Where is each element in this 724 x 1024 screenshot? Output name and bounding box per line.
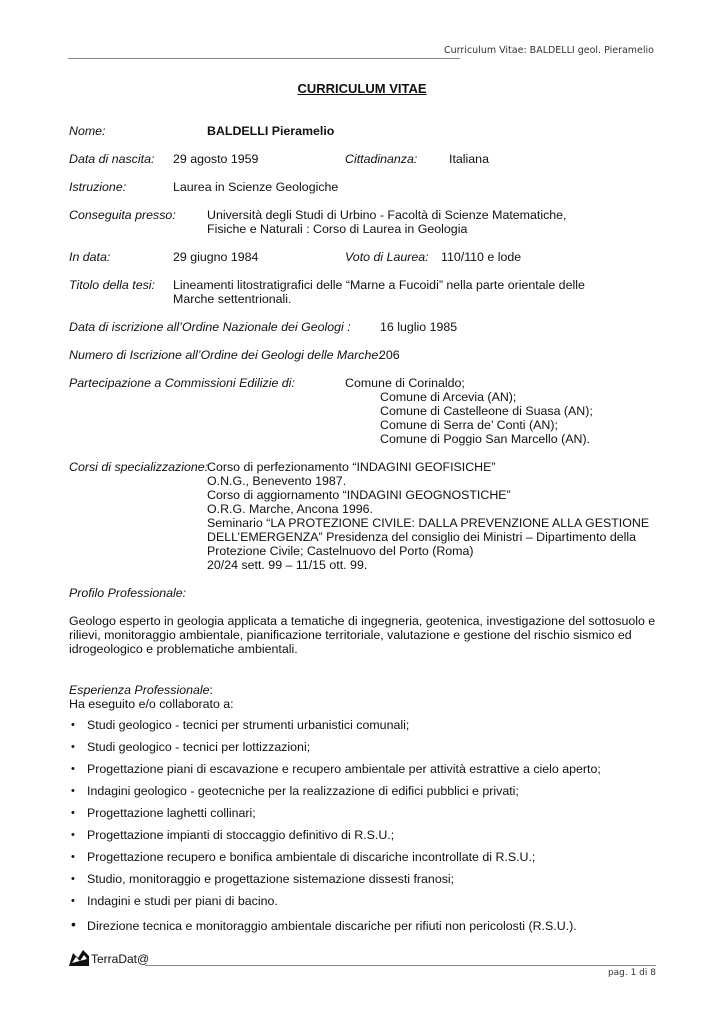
bullet-icon: • [71, 895, 75, 907]
in-data-label: In data: [69, 250, 111, 264]
bullet-icon: • [71, 916, 76, 932]
nascita-value: 29 agosto 1959 [173, 152, 259, 166]
esperienza-heading [69, 683, 213, 697]
corso-line: Corso di aggiornamento “INDAGINI GEOGNOSTICHE” [207, 488, 511, 502]
iscrizione-label: Data di iscrizione all’Ordine Nazionale dei Geologi : [69, 320, 351, 334]
bullet-icon: • [71, 763, 75, 775]
profilo-paragraph [69, 614, 659, 656]
iscrizione-value: 16 luglio 1985 [380, 320, 458, 334]
list-item [69, 762, 669, 784]
commissione-item: Comune di Serra de’ Conti (AN); [380, 418, 558, 432]
terradat-logo-icon [69, 950, 89, 966]
nascita-label: Data di nascita: [69, 152, 155, 166]
page-number: pag. 1 di 8 [607, 968, 656, 978]
bullet-icon: • [71, 785, 75, 797]
corso-line: Corso di perfezionamento “INDAGINI GEOFISICHE” [207, 460, 496, 474]
nome-label: Nome: [69, 124, 106, 138]
corso-line: Protezione Civile; Castelnuovo del Porto (Roma) [207, 544, 474, 558]
corsi-label: Corsi di specializzazione: [69, 460, 209, 474]
corso-line: O.R.G. Marche, Ancona 1996. [207, 502, 373, 516]
page-header-text: Curriculum Vitae: BALDELLI geol. Pieramelio [444, 45, 654, 56]
bullet-icon: • [71, 873, 75, 885]
esperienza-intro: Ha eseguito e/o collaborato a: [69, 697, 234, 711]
list-item [69, 806, 669, 828]
bullet-icon: • [71, 807, 75, 819]
corso-line: O.N.G., Benevento 1987. [207, 474, 347, 488]
list-item [69, 828, 669, 850]
list-item-text: Direzione tecnica e monitoraggio ambientale discariche per rifiuti non pericolosti (R.S.U.). [87, 919, 577, 933]
list-item [69, 850, 669, 872]
list-item-text: Indagini e studi per piani di bacino. [87, 894, 278, 908]
istruzione-value: Laurea in Scienze Geologiche [173, 180, 339, 194]
bullet-icon: • [71, 741, 75, 753]
list-item [69, 784, 669, 806]
in-data-value: 29 giugno 1984 [173, 250, 259, 264]
header-rule [68, 58, 460, 59]
corso-line: DELL’EMERGENZA” Presidenza del consiglio dei Ministri – Dipartimento della [207, 530, 637, 544]
esperienza-colon: : [209, 683, 213, 697]
istruzione-label: Istruzione: [69, 180, 127, 194]
corso-line: Seminario “LA PROTEZIONE CIVILE: DALLA PREVENZIONE ALLA GESTIONE [207, 516, 650, 530]
list-item [69, 740, 669, 762]
tesi-line: Marche settentrionali. [173, 292, 292, 306]
bullet-icon: • [71, 851, 75, 863]
profilo-label: Profilo Professionale: [69, 586, 187, 600]
profilo-line: rilievi, monitoraggio ambientale, pianificazione territoriale, valutazione e gestione del rischio sismico ed [69, 628, 632, 642]
document-title: CURRICULUM VITAE [297, 81, 427, 96]
esperienza-label: Esperienza Professionale [69, 683, 210, 697]
list-item [69, 894, 669, 916]
list-item-text: Indagini geologico - geotecniche per la realizzazione di edifici pubblici e privati; [87, 784, 519, 798]
list-item-text: Progettazione laghetti collinari; [87, 806, 256, 820]
tesi-label: Titolo della tesi: [69, 278, 155, 292]
numero-label: Numero di Iscrizione all’Ordine dei Geologi delle Marche: [69, 348, 382, 362]
list-item-text: Studi geologico - tecnici per strumenti urbanistici comunali; [87, 718, 410, 732]
commissione-item: Comune di Castelleone di Suasa (AN); [380, 404, 593, 418]
list-item-text: Progettazione recupero e bonifica ambientale di discariche incontrollate di R.S.U.; [87, 850, 536, 864]
footer-rule [145, 965, 656, 966]
footer-logo-text: TerraDat@ [91, 952, 150, 966]
commissione-item: Comune di Corinaldo; [345, 376, 465, 390]
numero-value: 206 [379, 348, 400, 362]
voto-value: 110/110 e lode [441, 250, 522, 264]
list-item-text: Studi geologico - tecnici per lottizzazioni; [87, 740, 311, 754]
cittadinanza-value: Italiana [449, 152, 489, 166]
commissione-item: Comune di Arcevia (AN); [380, 390, 517, 404]
list-item [69, 718, 669, 740]
list-item [69, 916, 669, 941]
cittadinanza-label: Cittadinanza: [345, 152, 418, 166]
list-item-text: Studio, monitoraggio e progettazione sistemazione dissesti franosi; [87, 872, 455, 886]
profilo-line: Geologo esperto in geologia applicata a tematiche di ingegneria, geotenica, investigazione del sottosuolo e [69, 614, 656, 628]
corso-line: 20/24 sett. 99 – 11/15 ott. 99. [207, 558, 368, 572]
bullet-icon: • [71, 829, 75, 841]
conseguita-label: Conseguita presso: [69, 208, 176, 222]
conseguita-line: Università degli Studi di Urbino - Facoltà di Scienze Matematiche, [207, 208, 567, 222]
tesi-line: Lineamenti litostratigrafici delle “Marne a Fucoidi” nella parte orientale delle [173, 278, 585, 292]
list-item-text: Progettazione impianti di stoccaggio definitivo di R.S.U.; [87, 828, 395, 842]
profilo-line: idrogeologico e problematiche ambientali. [69, 642, 298, 656]
commissioni-label: Partecipazione a Commissioni Edilizie di: [69, 376, 295, 390]
commissione-item: Comune di Poggio San Marcello (AN). [380, 432, 591, 446]
esperienza-list [69, 718, 669, 941]
voto-label: Voto di Laurea: [345, 250, 429, 264]
list-item-text: Progettazione piani di escavazione e recupero ambientale per attività estrattive a cielo aperto; [87, 762, 601, 776]
nome-value: BALDELLI Pieramelio [207, 124, 335, 138]
bullet-icon: • [71, 719, 75, 731]
conseguita-line: Fisiche e Naturali : Corso di Laurea in Geologia [207, 222, 468, 236]
list-item [69, 872, 669, 894]
